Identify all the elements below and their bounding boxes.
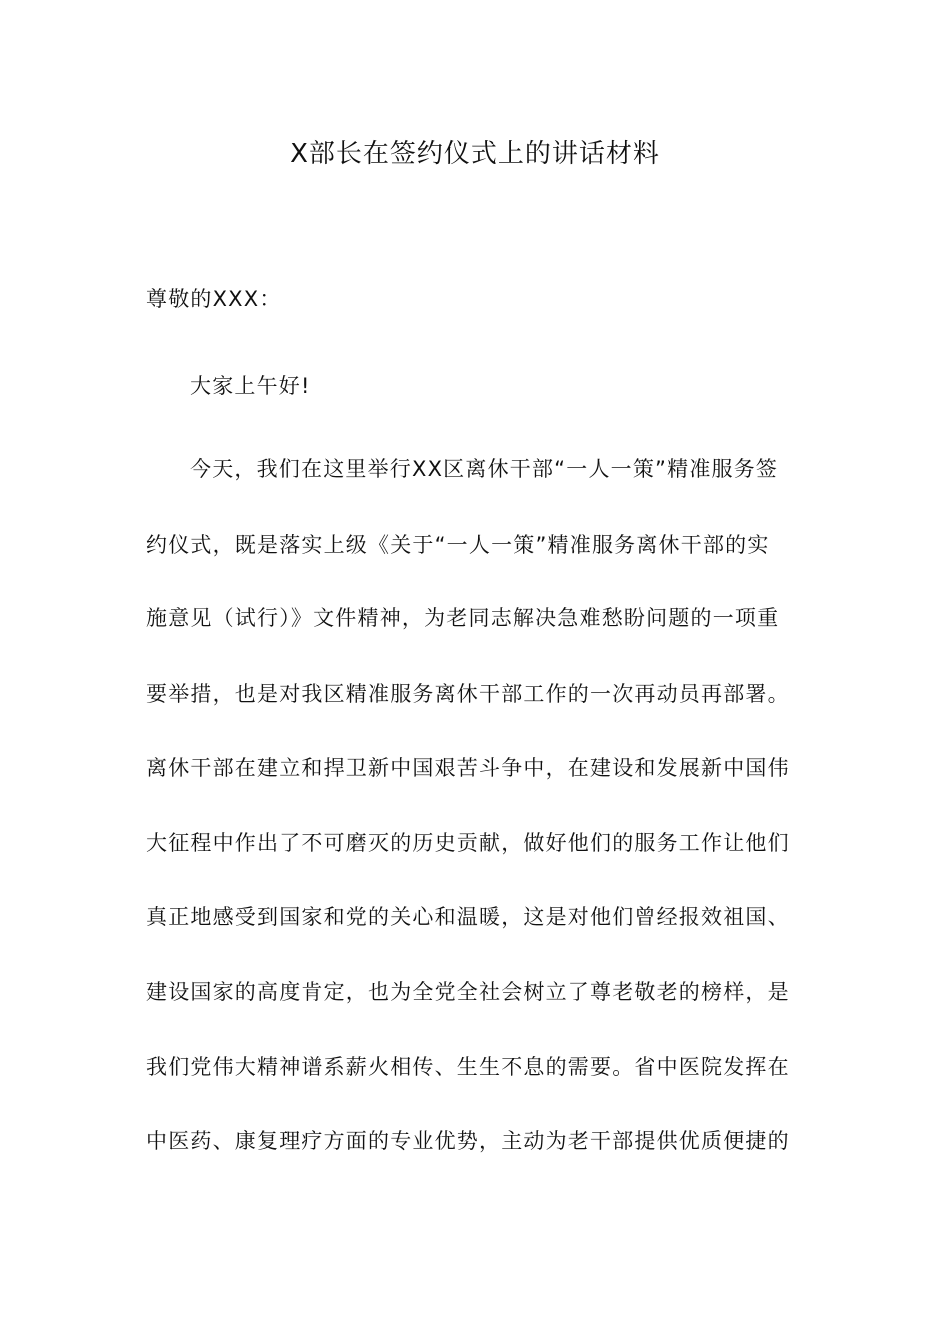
body-line: 离休干部在建立和捍卫新中国艰苦斗争中，在建设和发展新中国伟 [146,756,790,780]
document-title: X部长在签约仪式上的讲话材料 [290,139,660,169]
body-line: 真正地感受到国家和党的关心和温暖，这是对他们曾经报效祖国、 [146,905,790,929]
body-line: 今天，我们在这里举行XX区离休干部“一人一策”精准服务签 [190,457,779,481]
body-line: 中医药、康复理疗方面的专业优势，主动为老干部提供优质便捷的 [146,1129,790,1153]
greeting: 大家上午好! [190,374,311,398]
salutation: 尊敬的XXX： [146,287,282,311]
body-line: 约仪式，既是落实上级《关于“一人一策”精准服务离休干部的实 [146,533,770,557]
body-line: 我们党伟大精神谱系薪火相传、生生不息的需要。省中医院发挥在 [146,1055,790,1079]
body-line: 大征程中作出了不可磨灭的历史贡献，做好他们的服务工作让他们 [146,831,790,855]
body-line: 要举措，也是对我区精准服务离休干部工作的一次再动员再部署。 [146,682,790,706]
body-line: 施意见（试行）》文件精神，为老同志解决急难愁盼问题的一项重 [146,606,780,630]
body-line: 建设国家的高度肯定，也为全党全社会树立了尊老敬老的榜样，是 [146,980,790,1004]
